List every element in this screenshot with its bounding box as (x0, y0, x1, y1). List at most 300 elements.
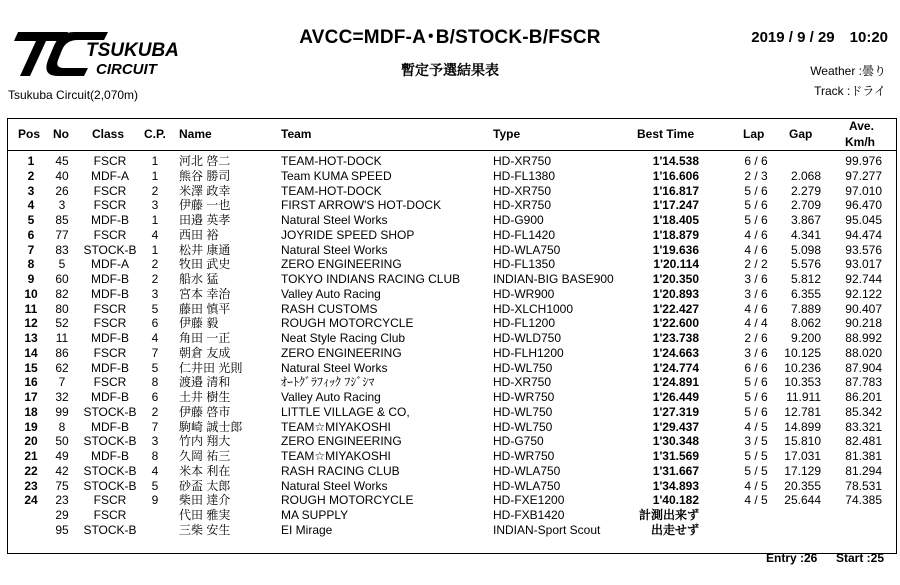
cell-class: FSCR (93, 227, 127, 242)
cell-no: 8 (58, 419, 66, 434)
cell-team: ZERO ENGINEERING (281, 257, 402, 272)
cell-no: 62 (55, 360, 69, 375)
cell-cp: 8 (151, 449, 159, 463)
cell-gap: 20.355 (784, 478, 821, 493)
cell-type: HD-WL750 (493, 404, 553, 419)
cell-cp: 4 (151, 227, 159, 242)
cell-gap: 9.200 (790, 331, 821, 345)
sub-title: 暫定予選結果表 (401, 62, 499, 78)
cell-no: 50 (55, 434, 69, 449)
cell-no: 86 (55, 345, 69, 360)
cell-name: 三柴 安生 (179, 522, 231, 537)
cell-gap: 12.781 (784, 404, 821, 419)
cell-class: FSCR (93, 375, 127, 390)
cell-type: HD-WLA750 (493, 463, 561, 478)
col-no: No (53, 127, 69, 141)
col-best-time: Best Time (637, 127, 695, 141)
cell-best-time: 1'31.667 (652, 463, 699, 478)
cell-ave-speed: 81.381 (845, 449, 882, 463)
cell-lap: 6 / 6 (744, 154, 768, 168)
cell-gap: 3.867 (790, 213, 821, 227)
date-time: 2019 / 9 / 29 10:20 (751, 29, 888, 46)
cell-gap: 5.098 (790, 242, 821, 257)
cell-class: STOCK-B (83, 434, 137, 449)
cell-lap: 5 / 6 (744, 404, 768, 419)
cell-name: 松井 康通 (179, 242, 231, 257)
cell-class: FSCR (93, 301, 127, 316)
cell-type: HD-XR750 (493, 154, 552, 168)
cell-pos: 22 (24, 463, 38, 478)
cell-class: STOCK-B (83, 478, 137, 493)
cell-lap: 4 / 6 (744, 301, 768, 316)
cell-best-time: 1'30.348 (652, 434, 699, 449)
cell-best-time: 1'22.427 (652, 301, 699, 316)
cell-name: 米本 利在 (179, 463, 231, 478)
table-row (0, 257, 900, 272)
cell-name: 伊藤 啓市 (179, 404, 231, 419)
cell-cp: 6 (151, 316, 159, 331)
cell-no: 5 (58, 257, 66, 272)
table-row (0, 169, 900, 184)
table-row (0, 434, 900, 449)
cell-best-time: 1'20.350 (652, 272, 699, 286)
cell-class: MDF-B (91, 213, 129, 227)
cell-class: MDF-B (91, 390, 129, 404)
cell-ave-speed: 97.277 (845, 168, 882, 183)
cell-no: 49 (55, 449, 69, 463)
cell-team: TEAM☆MIYAKOSHI (281, 449, 391, 463)
cell-type: HD-WLD750 (493, 331, 562, 345)
col-pos: Pos (18, 127, 41, 141)
cell-pos: 17 (24, 390, 38, 404)
cell-gap: 25.644 (784, 493, 821, 508)
logo-text-circuit: CIRCUIT (96, 61, 157, 78)
cell-lap: 4 / 6 (744, 227, 768, 242)
cell-type: HD-FL1380 (493, 168, 556, 183)
table-row (0, 375, 900, 390)
cell-class: MDF-B (91, 419, 129, 434)
cell-class: MDF-A (91, 257, 129, 272)
cell-no: 99 (55, 404, 69, 419)
cell-lap: 5 / 6 (744, 183, 768, 198)
cell-pos: 6 (27, 227, 35, 242)
cell-cp: 5 (151, 360, 159, 375)
cell-no: 26 (55, 183, 69, 198)
cell-ave-speed: 87.783 (845, 375, 882, 390)
col-class: Class (92, 127, 125, 141)
cell-no: 82 (55, 286, 69, 301)
cell-name: 柴田 達介 (179, 493, 231, 508)
cell-no: 32 (55, 390, 69, 404)
col-gap: Gap (789, 127, 813, 141)
cell-no: 52 (55, 316, 69, 331)
cell-team: ROUGH MOTORCYCLE (281, 493, 414, 508)
cell-best-time: 1'31.569 (652, 449, 699, 463)
cell-cp: 2 (151, 183, 159, 198)
table-row (0, 154, 900, 169)
cell-best-time: 1'20.114 (653, 257, 699, 272)
cell-no: 75 (55, 478, 69, 493)
cell-team: ROUGH MOTORCYCLE (281, 316, 414, 331)
cell-name: 伊藤 毅 (179, 316, 219, 331)
cell-no: 42 (55, 463, 69, 478)
cell-ave-speed: 96.470 (845, 198, 882, 213)
cell-best-time: 1'18.405 (652, 213, 699, 227)
cell-gap: 7.889 (790, 301, 821, 316)
cell-best-time: 1'20.893 (652, 286, 699, 301)
cell-type: HD-WR750 (493, 449, 555, 463)
cell-best-time: 1'24.774 (652, 360, 699, 375)
cell-no: 11 (55, 331, 69, 345)
cell-gap: 6.355 (790, 286, 821, 301)
col-kmh: Km/h (845, 135, 875, 149)
cell-class: FSCR (93, 508, 127, 522)
cell-team: ZERO ENGINEERING (281, 434, 402, 449)
cell-pos: 15 (24, 360, 38, 375)
cell-class: STOCK-B (83, 463, 137, 478)
cell-lap: 4 / 5 (744, 493, 768, 508)
cell-gap: 8.062 (790, 316, 821, 331)
cell-type: INDIAN-Sport Scout (493, 522, 601, 537)
entry-count: Entry :26 (766, 551, 818, 565)
cell-best-time: 1'14.538 (652, 154, 699, 168)
cell-cp: 1 (151, 213, 159, 227)
cell-name: 伊藤 一也 (179, 198, 231, 213)
cell-no: 95 (55, 522, 69, 537)
cell-ave-speed: 93.017 (845, 257, 882, 272)
track-label: Track :ドライ (814, 84, 886, 98)
cell-best-time: 1'16.817 (652, 183, 699, 198)
cell-type: HD-FL1200 (493, 316, 556, 331)
cell-type: HD-XR750 (493, 198, 552, 213)
cell-name: 土井 樹生 (179, 390, 231, 404)
cell-type: HD-FXE1200 (493, 493, 565, 508)
cell-class: STOCK-B (83, 522, 137, 537)
table-row (0, 346, 900, 361)
cell-cp: 2 (151, 404, 159, 419)
header-divider (7, 150, 896, 151)
cell-name: 仁井田 光則 (179, 360, 243, 375)
cell-type: HD-XR750 (493, 375, 552, 390)
cell-cp: 2 (151, 257, 159, 272)
cell-lap: 3 / 6 (744, 345, 768, 360)
cell-pos: 8 (27, 257, 35, 272)
cell-cp: 7 (151, 419, 159, 434)
cell-cp: 9 (151, 493, 159, 508)
cell-best-time: 1'40.182 (652, 493, 699, 508)
cell-team: LITTLE VILLAGE & CO, (281, 404, 410, 419)
col-cp: C.P. (144, 127, 166, 141)
cell-pos: 5 (27, 213, 35, 227)
cell-name: 竹内 翔大 (179, 434, 231, 449)
cell-team: TEAM-HOT-DOCK (281, 183, 382, 198)
cell-type: HD-G900 (493, 213, 544, 227)
cell-team: Neat Style Racing Club (281, 331, 406, 345)
cell-gap: 11.911 (786, 390, 821, 404)
cell-pos: 14 (24, 345, 38, 360)
cell-class: MDF-B (91, 331, 129, 345)
cell-name: 朝倉 友成 (179, 345, 231, 360)
cell-ave-speed: 82.481 (845, 434, 882, 449)
cell-gap: 14.899 (784, 419, 821, 434)
cell-class: MDF-A (91, 168, 129, 183)
cell-ave-speed: 92.744 (845, 272, 882, 286)
table-row (0, 302, 900, 317)
cell-type: HD-WL750 (493, 360, 553, 375)
table-row (0, 272, 900, 287)
cell-gap: 17.129 (784, 463, 821, 478)
cell-name: 久岡 祐三 (179, 449, 231, 463)
cell-cp: 8 (151, 375, 159, 390)
cell-lap: 4 / 4 (744, 316, 768, 331)
cell-no: 23 (55, 493, 69, 508)
cell-name: 宮本 幸治 (179, 286, 231, 301)
cell-class: FSCR (93, 198, 127, 213)
table-row (0, 405, 900, 420)
cell-lap: 6 / 6 (744, 360, 768, 375)
cell-gap: 10.125 (784, 345, 821, 360)
cell-class: FSCR (93, 183, 127, 198)
cell-gap: 17.031 (784, 449, 821, 463)
cell-ave-speed: 97.010 (845, 183, 882, 198)
cell-team: TOKYO INDIANS RACING CLUB (281, 272, 461, 286)
cell-lap: 5 / 6 (744, 213, 768, 227)
cell-class: MDF-B (91, 286, 129, 301)
cell-team: ｵｰﾄｸﾞﾗﾌｨｯｸ ﾌｼﾞｼﾏ (281, 375, 375, 390)
cell-team: TEAM☆MIYAKOSHI (281, 419, 391, 434)
cell-team: Natural Steel Works (281, 478, 388, 493)
table-row (0, 420, 900, 435)
cell-pos: 2 (27, 168, 35, 183)
cell-team: EI Mirage (281, 522, 333, 537)
venue-label: Tsukuba Circuit(2,070m) (8, 88, 139, 102)
cell-type: HD-XLCH1000 (493, 301, 574, 316)
cell-team: TEAM-HOT-DOCK (281, 154, 382, 168)
cell-team: Natural Steel Works (281, 242, 388, 257)
cell-no: 7 (58, 375, 66, 390)
cell-best-time: 1'16.606 (652, 168, 699, 183)
cell-gap: 10.353 (784, 375, 821, 390)
cell-lap: 4 / 6 (744, 242, 768, 257)
cell-no: 80 (55, 301, 69, 316)
cell-team: JOYRIDE SPEED SHOP (281, 227, 415, 242)
cell-ave-speed: 94.474 (845, 227, 882, 242)
cell-type: HD-WR750 (493, 390, 555, 404)
col-name: Name (179, 127, 212, 141)
table-row (0, 523, 900, 538)
cell-ave-speed: 88.992 (845, 331, 882, 345)
cell-name: 熊谷 勝司 (179, 168, 231, 183)
table-row (0, 361, 900, 376)
cell-lap: 4 / 5 (744, 419, 768, 434)
cell-lap: 5 / 5 (744, 449, 768, 463)
cell-type: HD-WLA750 (493, 242, 561, 257)
cell-lap: 5 / 6 (744, 198, 768, 213)
cell-lap: 3 / 6 (744, 286, 768, 301)
table-row (0, 508, 900, 523)
cell-no: 29 (55, 508, 69, 522)
cell-cp: 7 (151, 345, 159, 360)
table-row (0, 243, 900, 258)
cell-ave-speed: 83.321 (845, 419, 882, 434)
cell-type: HD-FXB1420 (493, 508, 565, 522)
cell-ave-speed: 74.385 (845, 493, 882, 508)
cell-name: 渡邉 清和 (179, 375, 231, 390)
cell-gap: 2.279 (790, 183, 821, 198)
cell-team: Natural Steel Works (281, 360, 388, 375)
cell-type: HD-FLH1200 (493, 345, 564, 360)
cell-name: 牧田 武史 (179, 257, 231, 272)
cell-name: 角田 一正 (179, 331, 231, 345)
cell-name: 米澤 政幸 (179, 183, 231, 198)
cell-cp: 4 (151, 463, 159, 478)
cell-lap: 4 / 5 (744, 478, 768, 493)
cell-ave-speed: 99.976 (845, 154, 882, 168)
cell-type: HD-G750 (493, 434, 544, 449)
cell-name: 藤田 慎平 (179, 301, 231, 316)
cell-cp: 4 (151, 331, 159, 345)
cell-no: 45 (55, 154, 69, 168)
cell-best-time: 計測出来ず (638, 508, 699, 522)
cell-lap: 5 / 6 (744, 390, 768, 404)
cell-best-time: 1'19.636 (652, 242, 699, 257)
cell-team: Valley Auto Racing (281, 286, 381, 301)
cell-class: MDF-B (91, 272, 129, 286)
cell-ave-speed: 85.342 (845, 404, 882, 419)
cell-cp: 6 (151, 390, 159, 404)
cell-best-time: 1'17.247 (652, 198, 699, 213)
cell-ave-speed: 87.904 (845, 360, 882, 375)
cell-class: MDF-B (91, 360, 129, 375)
table-row (0, 228, 900, 243)
cell-no: 40 (55, 168, 69, 183)
cell-lap: 5 / 5 (744, 463, 768, 478)
cell-cp: 3 (151, 198, 159, 213)
cell-class: STOCK-B (83, 404, 137, 419)
cell-name: 砂盃 太郎 (179, 478, 231, 493)
cell-ave-speed: 92.122 (845, 286, 882, 301)
cell-type: INDIAN-BIG BASE900 (493, 272, 614, 286)
cell-no: 85 (55, 213, 69, 227)
start-count: Start :25 (836, 551, 885, 565)
cell-ave-speed: 90.218 (845, 316, 882, 331)
cell-name: 代田 雅実 (179, 508, 231, 522)
cell-pos: 7 (27, 242, 35, 257)
cell-best-time: 1'29.437 (652, 419, 699, 434)
cell-class: FSCR (93, 493, 127, 508)
cell-gap: 4.341 (790, 227, 821, 242)
cell-type: HD-FL1350 (493, 257, 556, 272)
cell-cp: 1 (151, 168, 159, 183)
cell-type: HD-WL750 (493, 419, 553, 434)
cell-type: HD-WR900 (493, 286, 555, 301)
cell-cp: 3 (151, 434, 159, 449)
table-row (0, 316, 900, 331)
cell-team: RASH CUSTOMS (281, 301, 378, 316)
cell-cp: 5 (151, 301, 159, 316)
cell-gap: 5.812 (790, 272, 821, 286)
cell-pos: 24 (24, 493, 38, 508)
cell-pos: 21 (24, 449, 38, 463)
logo-text-tsukuba: TSUKUBA (86, 40, 179, 61)
cell-class: FSCR (93, 345, 127, 360)
cell-lap: 5 / 6 (744, 375, 768, 390)
cell-best-time: 1'24.663 (652, 345, 699, 360)
cell-pos: 12 (24, 316, 38, 331)
table-row (0, 184, 900, 199)
cell-class: FSCR (93, 316, 127, 331)
cell-lap: 2 / 2 (744, 257, 768, 272)
cell-ave-speed: 86.201 (845, 390, 882, 404)
cell-team: RASH RACING CLUB (281, 463, 400, 478)
cell-cp: 1 (151, 242, 159, 257)
cell-ave-speed: 88.020 (845, 345, 882, 360)
cell-lap: 2 / 3 (744, 168, 768, 183)
cell-no: 77 (55, 227, 69, 242)
cell-pos: 19 (24, 419, 38, 434)
results-rows (0, 154, 900, 538)
weather-label: Weather :曇り (810, 64, 886, 78)
cell-ave-speed: 78.531 (845, 478, 882, 493)
cell-team: Valley Auto Racing (281, 390, 381, 404)
col-ave: Ave. (849, 119, 874, 133)
cell-type: HD-WLA750 (493, 478, 561, 493)
cell-no: 83 (55, 242, 69, 257)
cell-best-time: 1'34.893 (652, 478, 699, 493)
table-row (0, 198, 900, 213)
col-type: Type (493, 127, 521, 141)
cell-ave-speed: 81.294 (845, 463, 882, 478)
cell-gap: 2.709 (790, 198, 821, 213)
cell-cp: 2 (151, 272, 159, 286)
col-lap: Lap (743, 127, 765, 141)
cell-pos: 20 (24, 434, 38, 449)
cell-name: 船水 猛 (179, 272, 219, 286)
cell-no: 3 (58, 198, 66, 213)
table-row (0, 390, 900, 405)
cell-best-time: 出走せず (650, 522, 699, 537)
cell-type: HD-FL1420 (493, 227, 556, 242)
cell-class: STOCK-B (83, 242, 137, 257)
cell-pos: 13 (24, 331, 38, 345)
cell-lap: 3 / 5 (744, 434, 768, 449)
cell-class: MDF-B (91, 449, 129, 463)
cell-pos: 4 (27, 198, 35, 213)
cell-best-time: 1'22.600 (652, 316, 699, 331)
cell-name: 河北 啓二 (179, 154, 231, 168)
cell-pos: 9 (27, 272, 35, 286)
cell-gap: 5.576 (790, 257, 821, 272)
cell-pos: 10 (24, 286, 38, 301)
race-title: AVCC=MDF-A･B/STOCK-B/FSCR (299, 27, 601, 48)
cell-lap: 2 / 6 (744, 331, 768, 345)
cell-pos: 1 (27, 154, 35, 168)
col-team: Team (281, 127, 312, 141)
cell-best-time: 1'18.879 (652, 227, 699, 242)
table-row (0, 479, 900, 494)
cell-cp: 3 (151, 286, 159, 301)
cell-type: HD-XR750 (493, 183, 552, 198)
cell-ave-speed: 90.407 (845, 301, 882, 316)
cell-team: Natural Steel Works (281, 213, 388, 227)
table-row (0, 449, 900, 464)
cell-pos: 23 (24, 478, 38, 493)
cell-lap: 3 / 6 (744, 272, 768, 286)
cell-cp: 5 (151, 478, 159, 493)
cell-team: MA SUPPLY (281, 508, 349, 522)
cell-best-time: 1'26.449 (652, 390, 699, 404)
cell-pos: 3 (27, 183, 35, 198)
